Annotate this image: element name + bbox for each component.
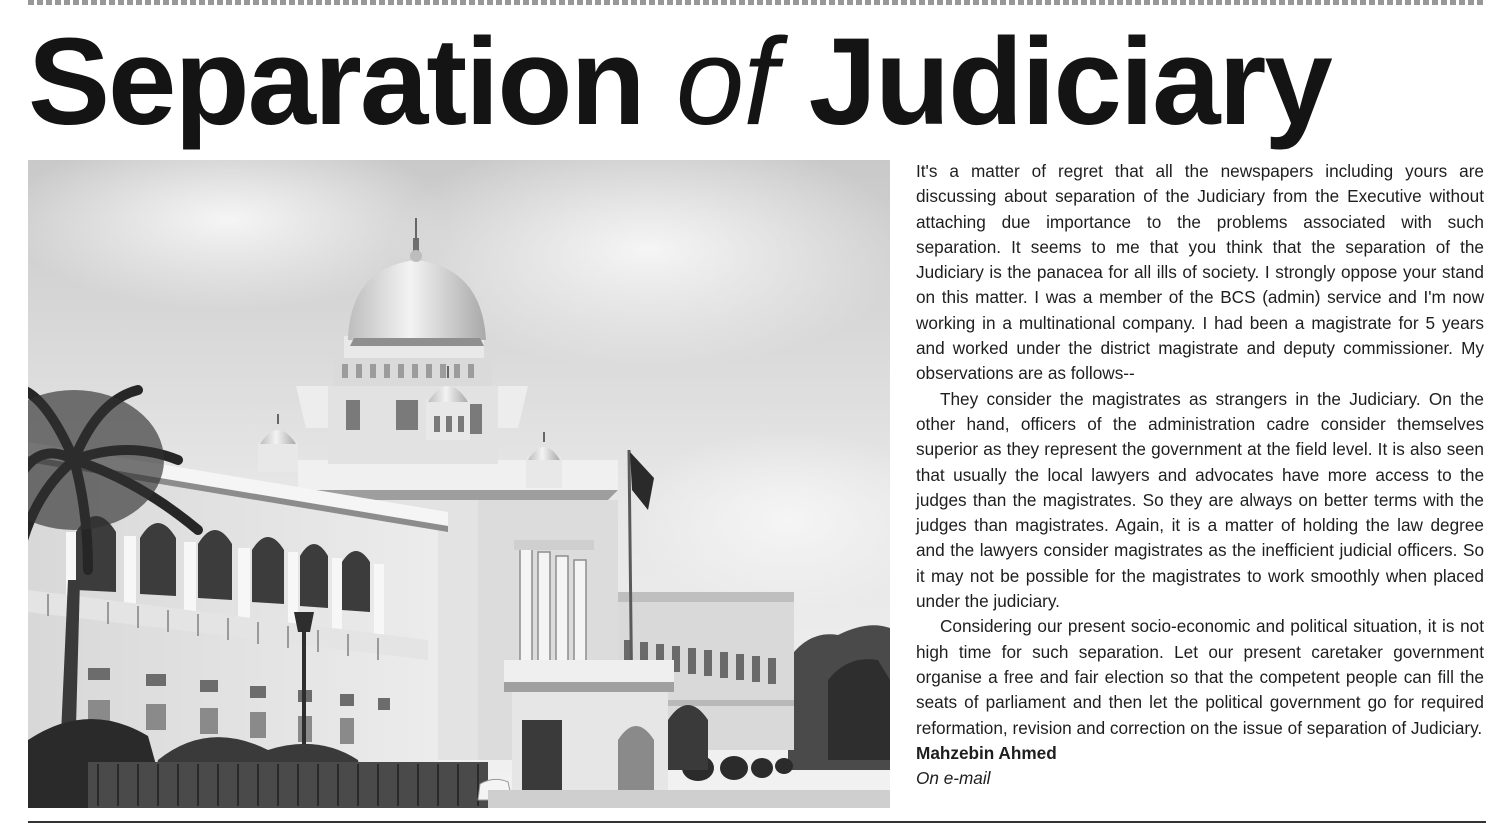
headline-word-separation: Separation (28, 14, 644, 151)
headline (28, 8, 1331, 158)
bottom-rule (28, 821, 1486, 823)
headline-word-of: of (675, 14, 777, 151)
article-paragraph-2: They consider the magistrates as strangers in the Judiciary. On the other hand, officers of the administration cadre consider themselves superior as they represent the government at the field level. It is also seen that usually the local lawyers and advocates have more access to the judges than the magistrates. So they are always on better terms with the judges than magistrates. Again, it is a matter of holding the law degree and the lawyers consider magistrates as the inefficient judicial officers. So it may not be possible for the magistrates to work smoothly when placed under the judiciary. (916, 388, 1484, 612)
article-paragraph-1: It's a matter of regret that all the newspapers including yours are discussing about separation of the Judiciary from the Executive without attaching due importance to the problems associated with such separation. It seems to me that you think that the separation of the Judiciary is the panacea for all ills of society. I strongly oppose your stand on this matter. I was a member of the BCS (admin) service and I'm now working in a multinational company. I had been a magistrate for 5 years and worked under the district magistrate and deputy commissioner. My observations are as follows-- (916, 161, 1484, 384)
top-rule (28, 0, 1486, 5)
author-name: Mahzebin Ahmed (916, 742, 1057, 763)
article-body (916, 159, 1484, 791)
article-paragraph-3: Considering our present socio-economic and political situation, it is not high time for such separation. Let our present caretaker government organise a free and fair election so that the competent people can fill the seats of parliament and then let the political government go for required reformation, revision and correction on the issue of separation of Judiciary. (916, 616, 1484, 738)
headline-word-judiciary: Judiciary (808, 14, 1331, 151)
article-photo (28, 160, 890, 808)
author-source: On e-mail (916, 768, 991, 789)
